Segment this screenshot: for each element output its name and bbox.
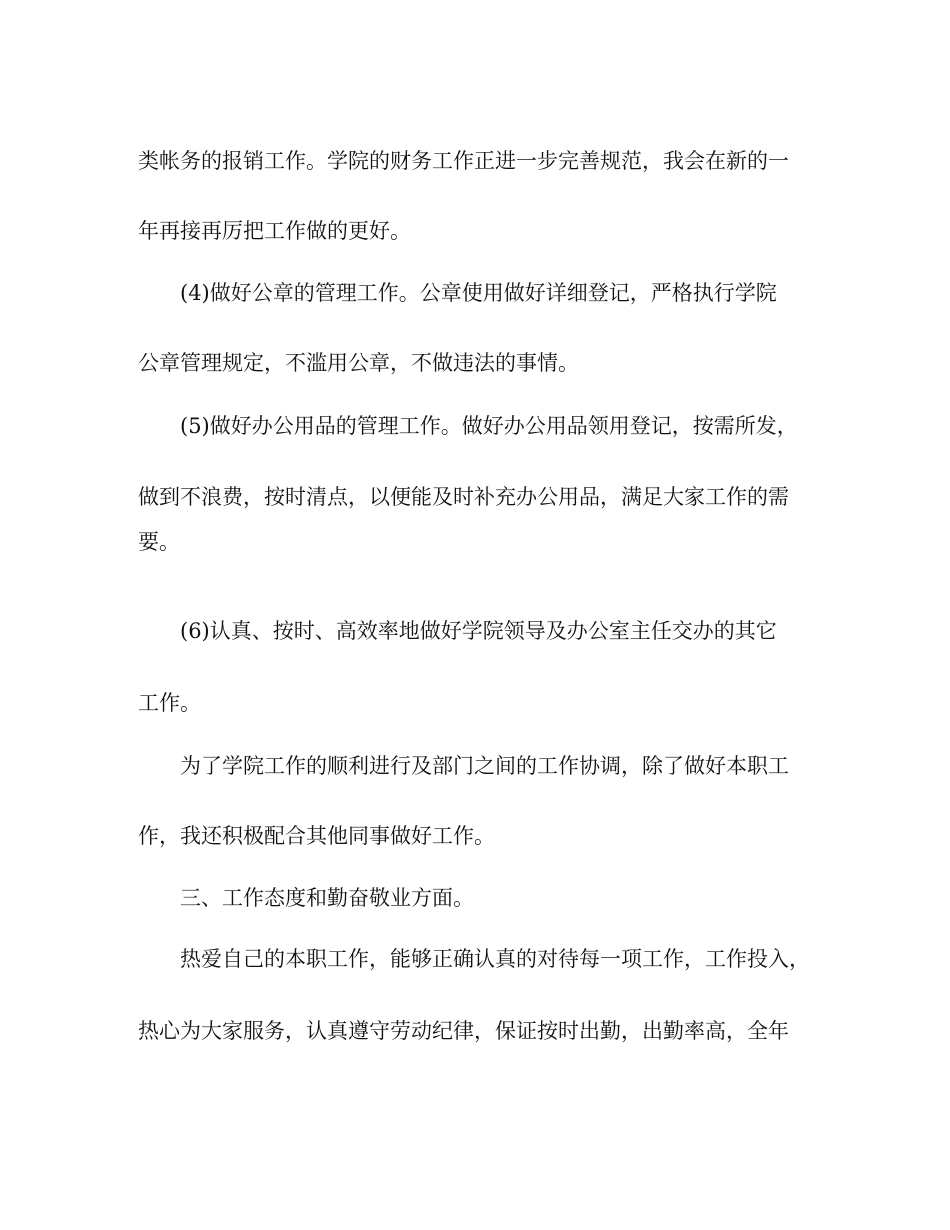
text-line-12: 三、工作态度和勤奋敬业方面。 [180, 886, 474, 910]
text-line-1: 类帐务的报销工作。学院的财务工作正进一步完善规范，我会在新的一 [138, 149, 789, 173]
text-line-11: 作，我还积极配合其他同事做好工作。 [138, 824, 495, 848]
text-line-8: (6)认真、按时、高效率地做好学院领导及办公室主任交办的其它 [180, 619, 777, 643]
text-line-10: 为了学院工作的顺利进行及部门之间的工作协调，除了做好本职工 [180, 754, 789, 778]
text-line-9: 工作。 [138, 691, 201, 715]
text-line-4: 公章管理规定，不滥用公章，不做违法的事情。 [138, 351, 579, 375]
text-line-6: 做到不浪费，按时清点，以便能及时补充办公用品，满足大家工作的需 [138, 485, 789, 509]
text-line-3: (4)做好公章的管理工作。公章使用做好详细登记，严格执行学院 [180, 281, 777, 305]
text-line-14: 热心为大家服务，认真遵守劳动纪律，保证按时出勤，出勤率高，全年 [138, 1019, 789, 1043]
text-line-13: 热爱自己的本职工作，能够正确认真的对待每一项工作，工作投入， [180, 947, 810, 971]
text-line-2: 年再接再厉把工作做的更好。 [138, 219, 411, 243]
text-line-5: (5)做好办公用品的管理工作。做好办公用品领用登记，按需所发， [180, 414, 798, 438]
text-line-7: 要。 [138, 530, 180, 554]
